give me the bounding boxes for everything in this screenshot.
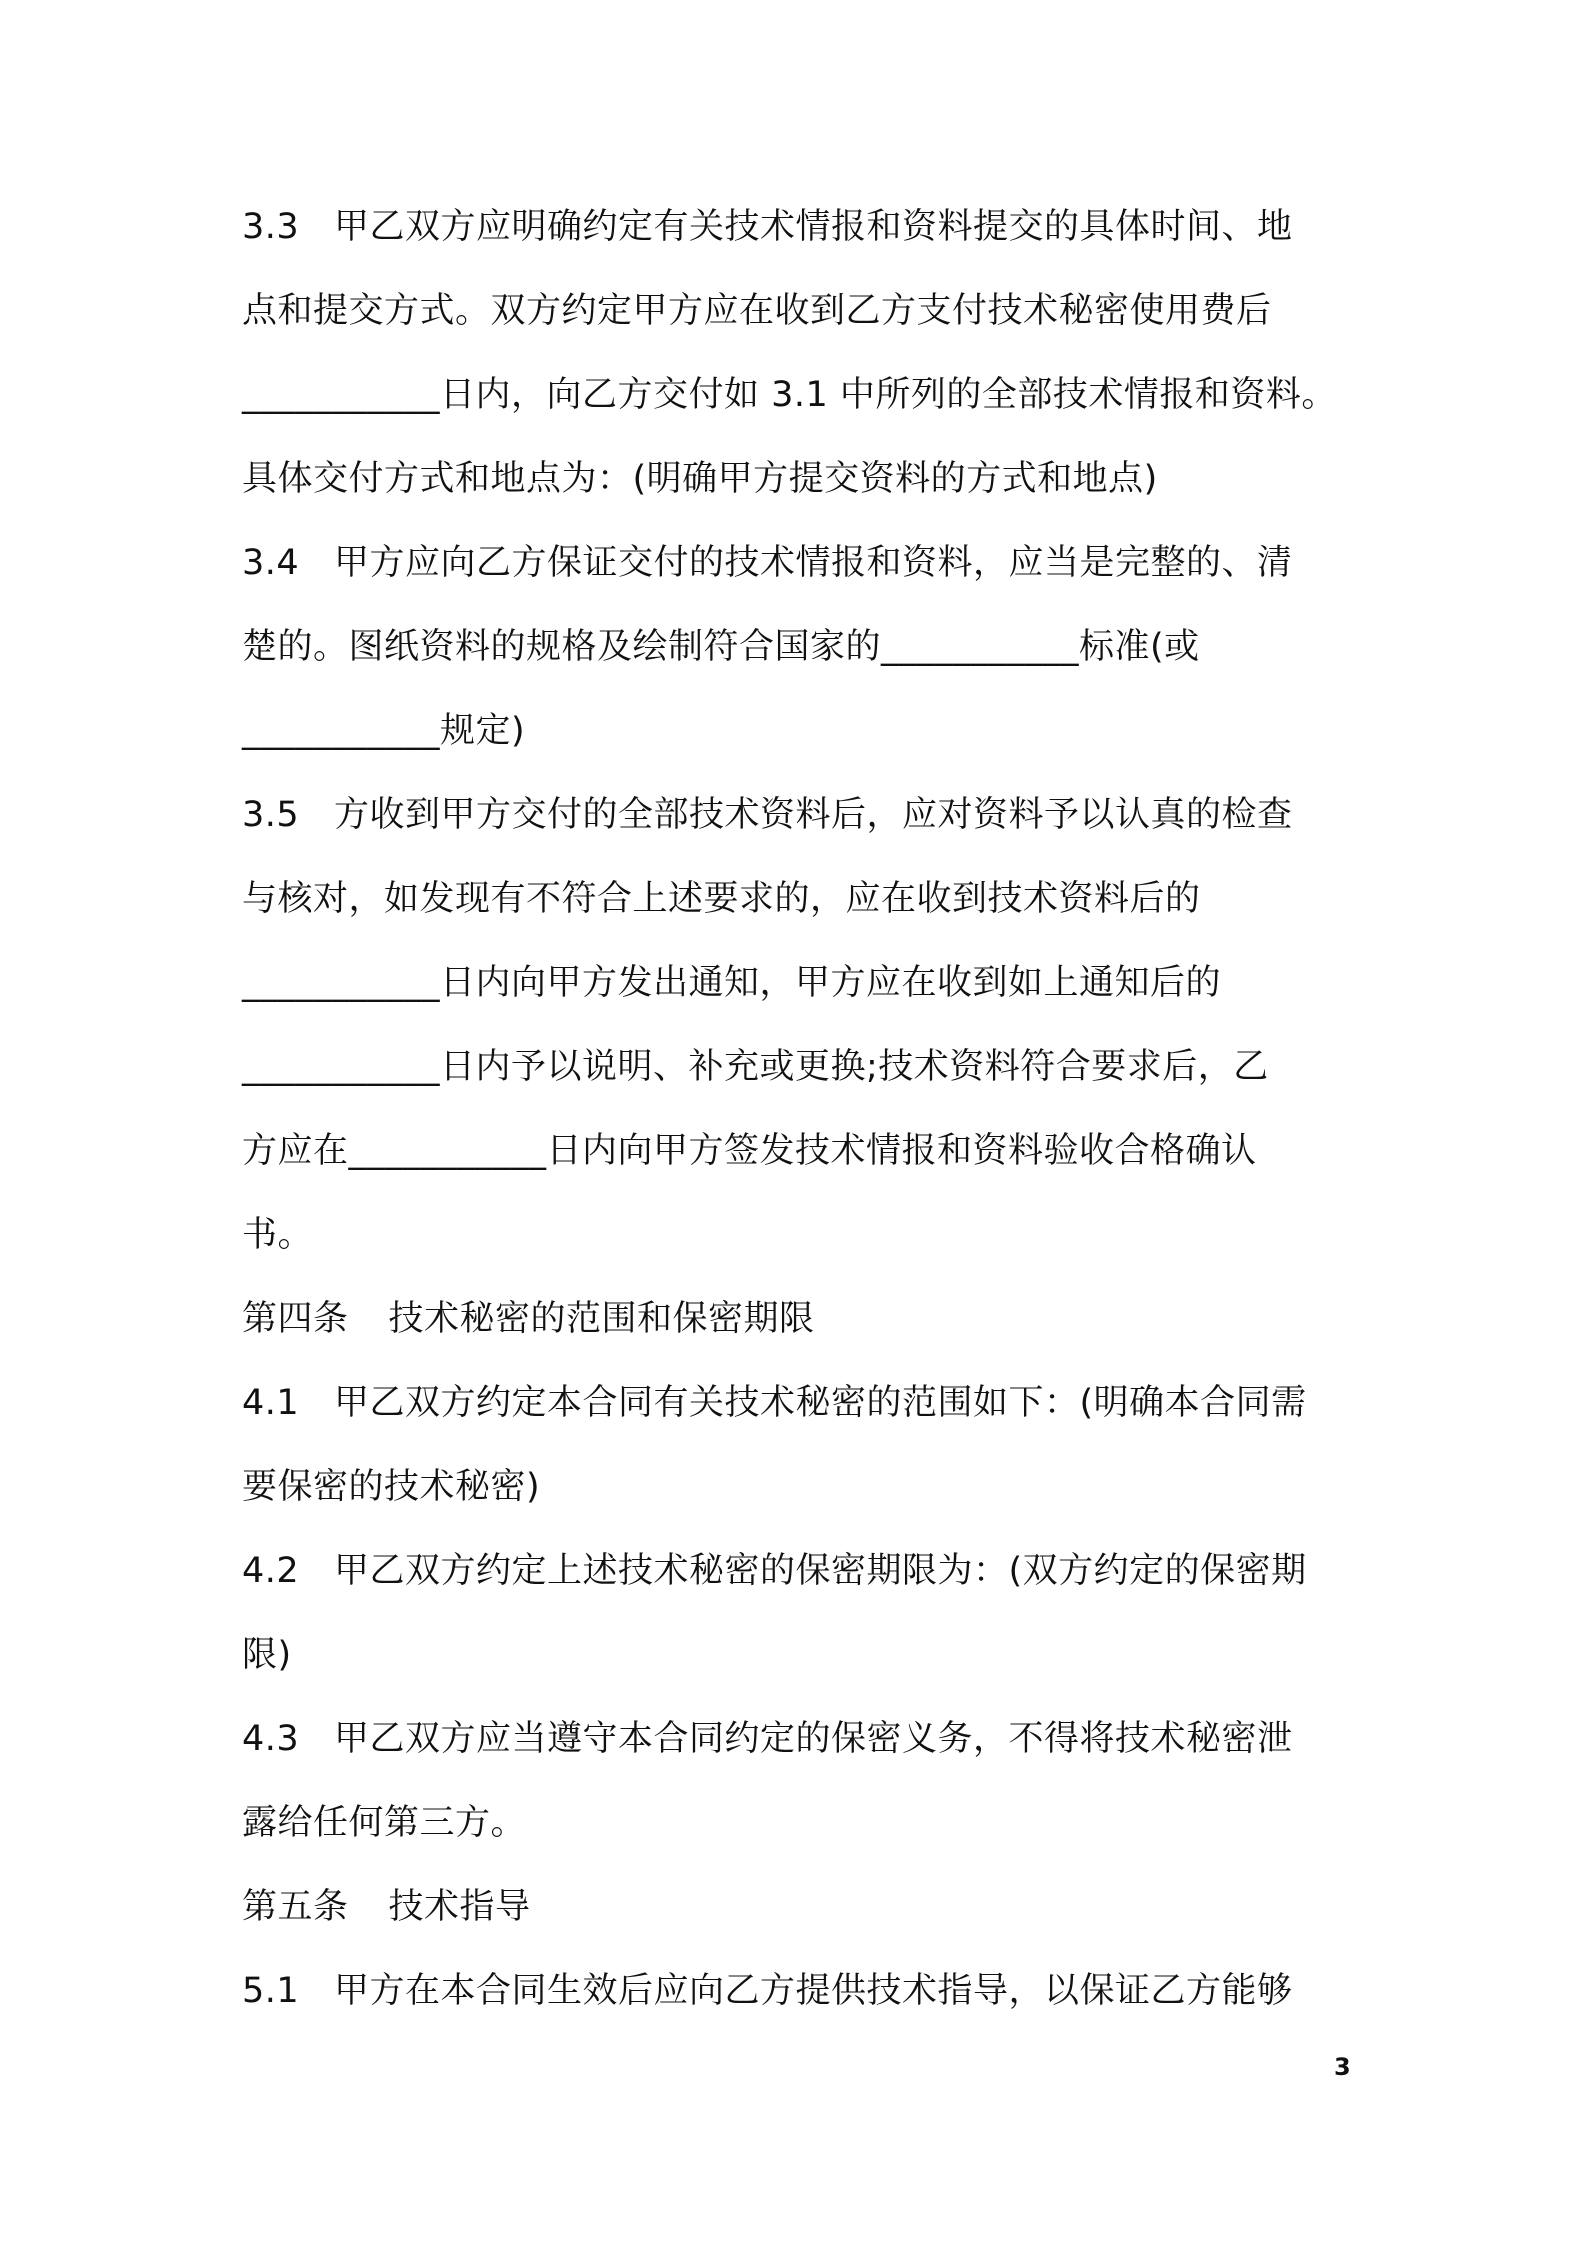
clause-text: 方收到甲方交付的全部技术资料后，应对资料予以认真的检查 — [334, 795, 1293, 835]
clause-number: 4.3 — [242, 1719, 300, 1759]
clause-3-3-line-2 — [242, 286, 1382, 336]
clause-number: 5.1 — [242, 1971, 300, 2011]
clause-text: 甲乙双方约定本合同有关技术秘密的范围如下：(明确本合同需 — [334, 1383, 1307, 1423]
clause-3-5-line-2 — [242, 874, 1382, 924]
article-title: 技术指导 — [388, 1887, 531, 1927]
clause-3-3-line-3 — [242, 370, 1382, 420]
clause-text: 点和提交方式。双方约定甲方应在收到乙方支付技术秘密使用费后 — [242, 291, 1272, 331]
article-title: 技术秘密的范围和保密期限 — [388, 1299, 815, 1339]
clause-number: 3.5 — [242, 795, 300, 835]
clause-number: 3.3 — [242, 207, 300, 247]
clause-text: 要保密的技术秘密) — [242, 1467, 541, 1507]
clause-text: ___________日内予以说明、补充或更换;技术资料符合要求后，乙 — [242, 1047, 1269, 1087]
clause-text: 书。 — [242, 1215, 314, 1255]
clause-4-3-line-2 — [242, 1798, 1382, 1848]
clause-4-3-line-1 — [242, 1714, 1382, 1764]
clause-text: 甲乙双方约定上述技术秘密的保密期限为：(双方约定的保密期 — [334, 1551, 1307, 1591]
clause-text: 方应在___________日内向甲方签发技术情报和资料验收合格确认 — [242, 1131, 1257, 1171]
clause-text: 限) — [242, 1635, 292, 1675]
page-number: 3 — [1334, 2053, 1351, 2081]
clause-3-5-line-4 — [242, 1042, 1382, 1092]
clause-text: ___________日内向甲方发出通知，甲方应在收到如上通知后的 — [242, 963, 1222, 1003]
clause-number: 4.1 — [242, 1383, 300, 1423]
clause-3-5-line-6 — [242, 1210, 1382, 1260]
clause-number: 3.4 — [242, 543, 300, 583]
clause-3-5-line-3 — [242, 958, 1382, 1008]
clause-3-4-line-1 — [242, 538, 1382, 588]
clause-text: 甲乙双方应明确约定有关技术情报和资料提交的具体时间、地 — [334, 207, 1293, 247]
article-5-heading — [242, 1882, 1382, 1932]
clause-3-3-line-1 — [242, 202, 1382, 252]
clause-text: 楚的。图纸资料的规格及绘制符合国家的___________标准(或 — [242, 627, 1200, 667]
article-number: 第五条 — [242, 1887, 349, 1927]
article-4-heading — [242, 1294, 1382, 1344]
clause-text: ___________日内，向乙方交付如 3.1 中所列的全部技术情报和资料。 — [242, 375, 1337, 415]
clause-3-5-line-1 — [242, 790, 1382, 840]
clause-4-1-line-1 — [242, 1378, 1382, 1428]
clause-3-3-line-4 — [242, 454, 1382, 504]
clause-text: 甲方应向乙方保证交付的技术情报和资料，应当是完整的、清 — [334, 543, 1293, 583]
clause-number: 4.2 — [242, 1551, 300, 1591]
clause-text: 具体交付方式和地点为：(明确甲方提交资料的方式和地点) — [242, 459, 1158, 499]
clause-3-5-line-5 — [242, 1126, 1382, 1176]
clause-5-1-line-1 — [242, 1966, 1382, 2016]
article-number: 第四条 — [242, 1299, 349, 1339]
clause-text: 露给任何第三方。 — [242, 1803, 527, 1843]
clause-text: ___________规定) — [242, 711, 526, 751]
clause-4-1-line-2 — [242, 1462, 1382, 1512]
clause-4-2-line-1 — [242, 1546, 1382, 1596]
clause-4-2-line-2 — [242, 1630, 1382, 1680]
clause-text: 与核对，如发现有不符合上述要求的，应在收到技术资料后的 — [242, 879, 1201, 919]
clause-text: 甲方在本合同生效后应向乙方提供技术指导，以保证乙方能够 — [334, 1971, 1293, 2011]
clause-3-4-line-2 — [242, 622, 1382, 672]
clause-3-4-line-3 — [242, 706, 1382, 756]
clause-text: 甲乙双方应当遵守本合同约定的保密义务，不得将技术秘密泄 — [334, 1719, 1293, 1759]
